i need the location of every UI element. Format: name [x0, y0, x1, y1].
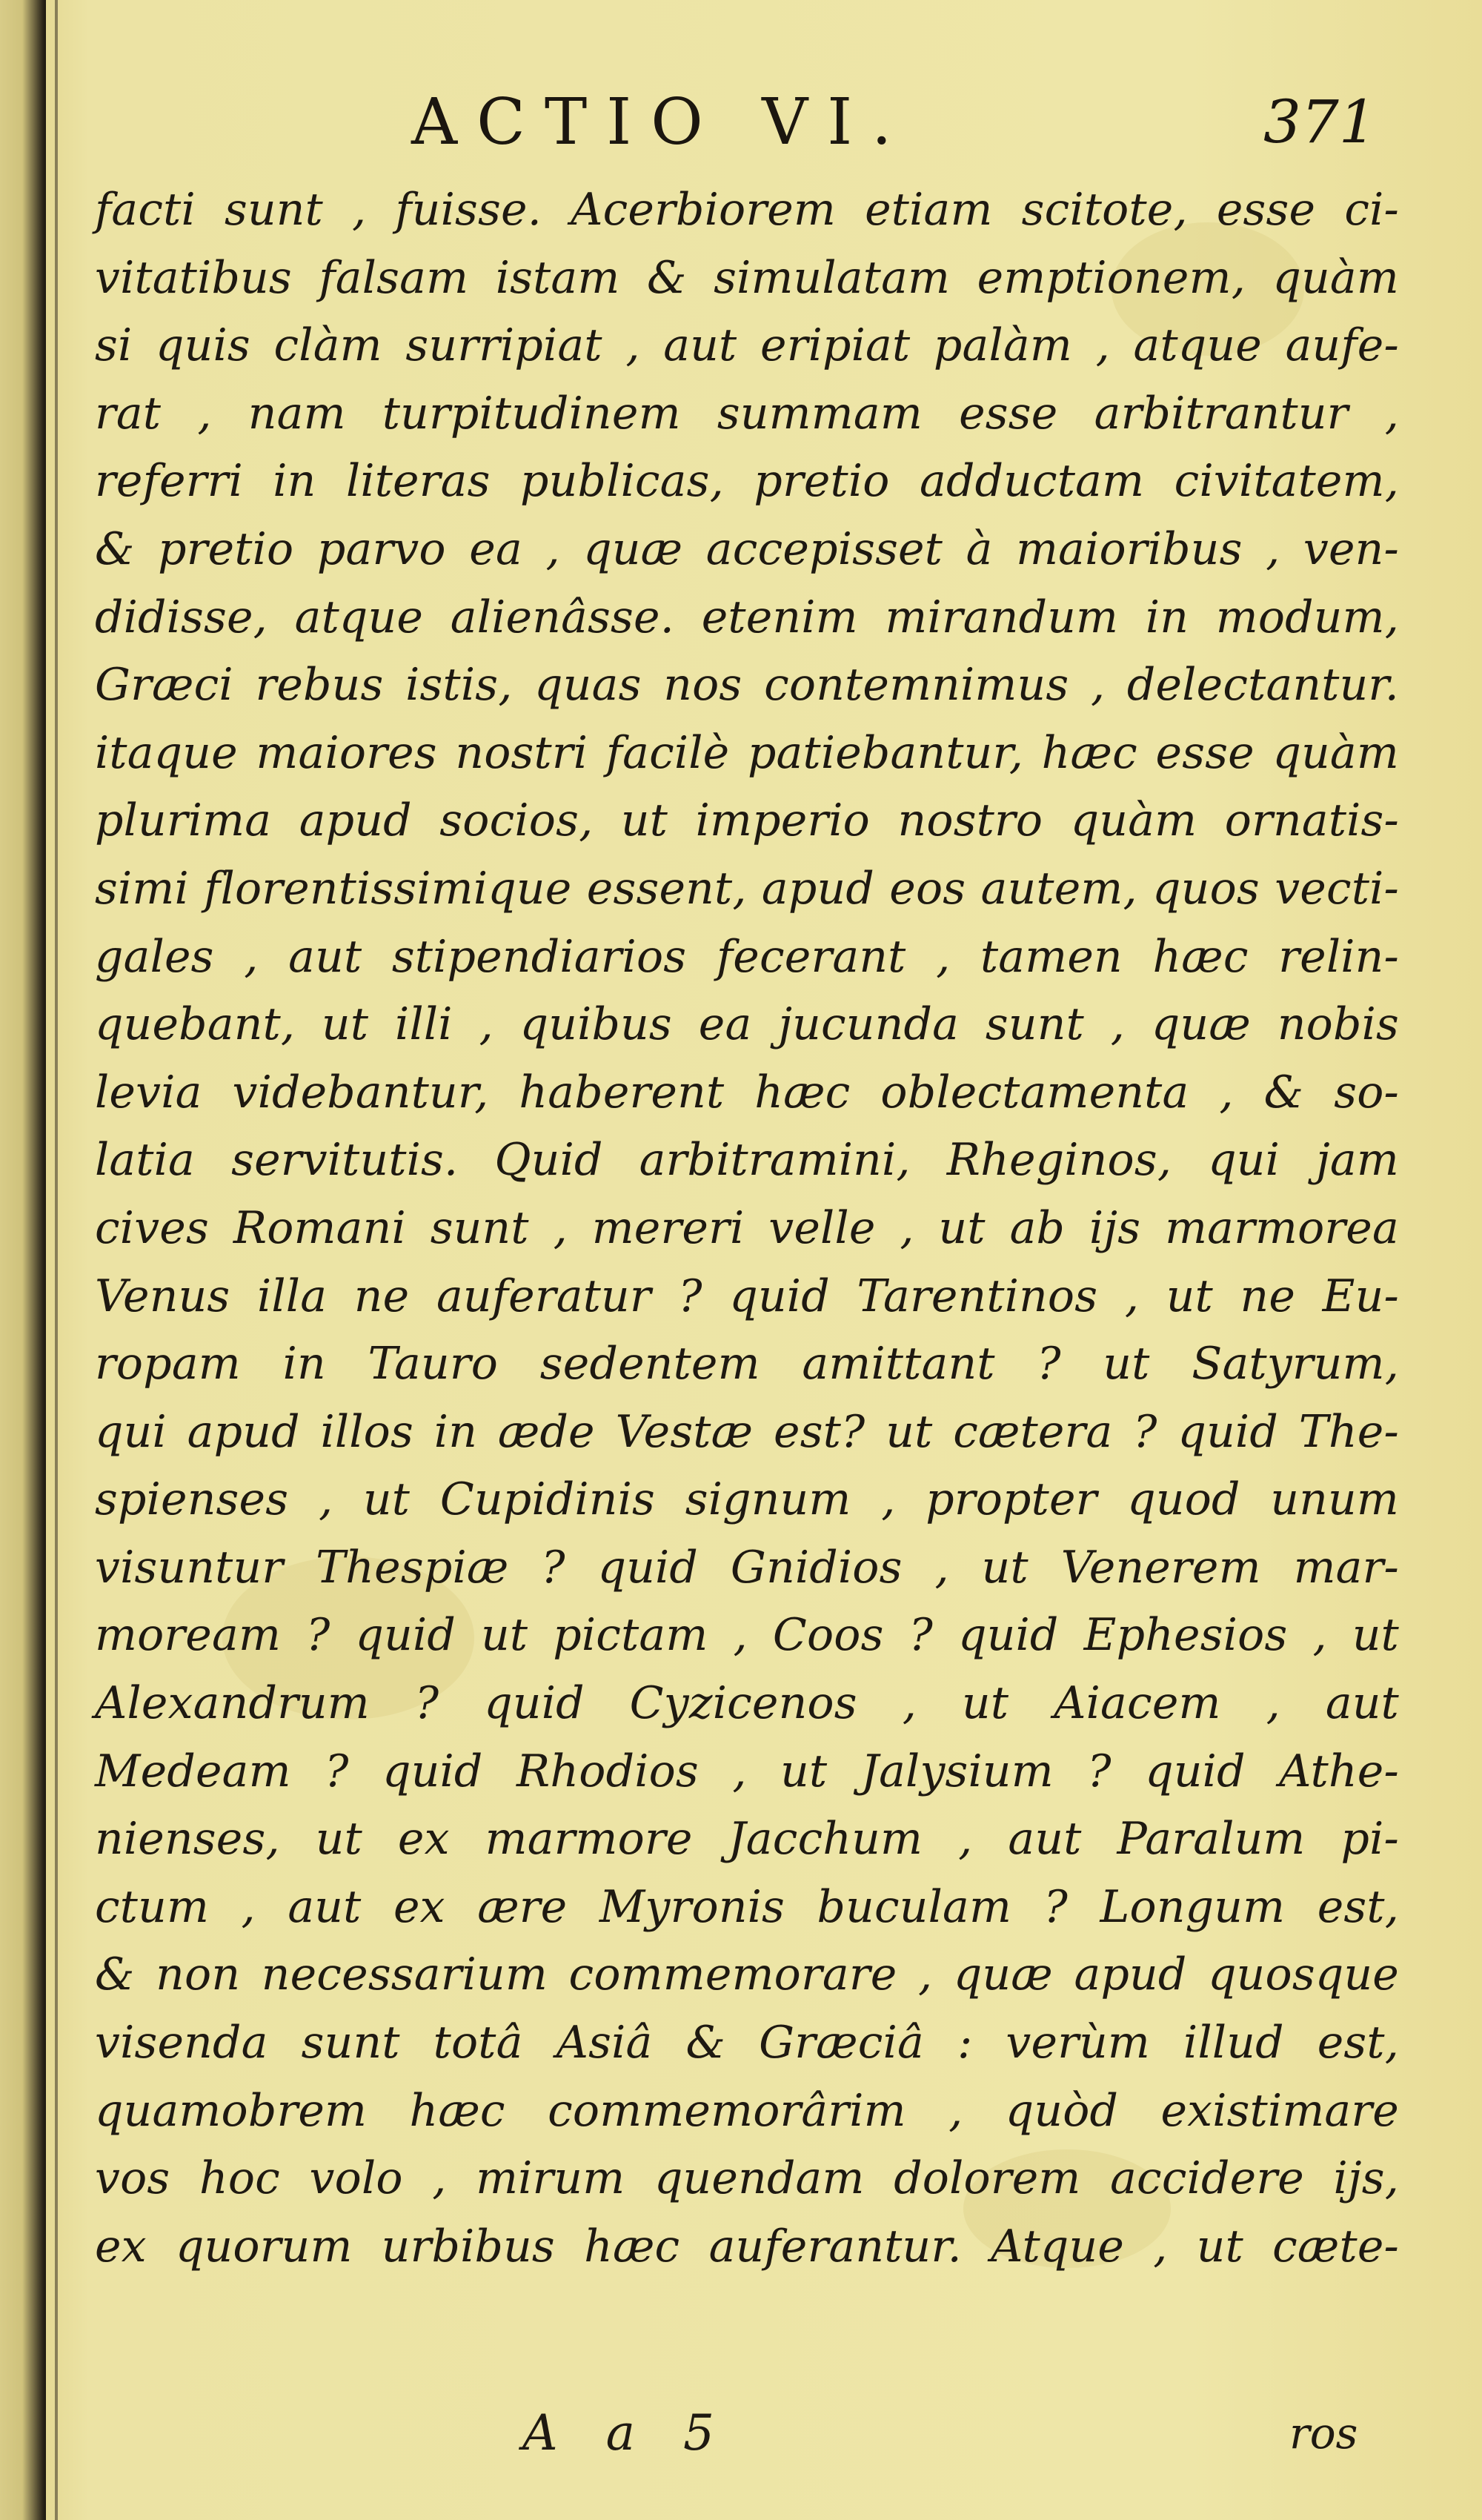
text-line: nienses, ut ex marmore Jacchum , aut Paralum pi- — [95, 1813, 1399, 1866]
body-text — [95, 176, 1399, 2281]
text-line: vitatibus falsam istam & simulatam emptionem, quàm — [95, 251, 1399, 304]
page-number: 371 — [1263, 87, 1377, 156]
text-line: latia servitutis. Quid arbitramini, Rheginos, qui jam — [95, 1134, 1399, 1187]
text-line: quamobrem hæc commemorârim , quòd existimare — [95, 2084, 1399, 2137]
text-line: ropam in Tauro sedentem amittant ? ut Satyrum, — [95, 1338, 1399, 1390]
text-line: vos hoc volo , mirum quendam dolorem accidere ijs, — [95, 2152, 1399, 2205]
text-line: levia videbantur, haberent hæc oblectamenta , & so- — [95, 1066, 1399, 1118]
text-line: & non necessarium commemorare , quæ apud quosque — [95, 1949, 1399, 2001]
text-line: plurima apud socios, ut imperio nostro quàm ornatis- — [95, 795, 1399, 847]
text-line: spienses , ut Cupidinis signum , propter quod unum — [95, 1473, 1399, 1526]
text-line: ex quorum urbibus hæc auferantur. Atque , ut cæte- — [95, 2220, 1399, 2272]
text-line: ctum , aut ex ære Myronis buculam ? Longum est, — [95, 1880, 1399, 1933]
text-line: rat , nam turpitudinem summam esse arbitrantur , — [95, 387, 1399, 440]
text-line: simi florentissimique essent, apud eos autem, quos vecti- — [95, 862, 1399, 915]
text-line: & pretio parvo ea , quæ accepisset à maioribus , ven- — [95, 523, 1399, 575]
text-line: cives Romani sunt , mereri velle , ut ab ijs marmorea — [95, 1201, 1399, 1254]
catchword: ros — [1289, 2408, 1358, 2458]
text-line: visuntur Thespiæ ? quid Gnidios , ut Venerem mar- — [95, 1541, 1399, 1594]
text-line: facti sunt , fuisse. Acerbiorem etiam scitote, esse ci- — [95, 184, 1399, 236]
book-gutter — [0, 0, 46, 2520]
text-line: quebant, ut illi , quibus ea jucunda sunt , quæ nobis — [95, 998, 1399, 1051]
text-line: referri in literas publicas, pretio adductam civitatem, — [95, 455, 1399, 508]
signature-mark: A a 5 — [522, 2404, 731, 2461]
text-line: Græci rebus istis, quas nos contemnimus , delectantur. — [95, 659, 1399, 712]
page-header — [0, 78, 1482, 167]
text-line: gales , aut stipendiarios fecerant , tamen hæc relin- — [95, 930, 1399, 983]
text-line: qui apud illos in æde Vestæ est? ut cætera ? quid The- — [95, 1405, 1399, 1458]
gutter-shadow — [55, 0, 58, 2520]
running-head: ACTIO VI. — [411, 85, 911, 159]
text-line: Venus illa ne auferatur ? quid Tarentinos , ut ne Eu- — [95, 1270, 1399, 1322]
text-line: si quis clàm surripiat , aut eripiat palàm , atque aufe- — [95, 319, 1399, 372]
text-line: Medeam ? quid Rhodios , ut Jalysium ? quid Athe- — [95, 1745, 1399, 1797]
text-line: itaque maiores nostri facilè patiebantur, hæc esse quàm — [95, 726, 1399, 779]
text-line: didisse, atque alienâsse. etenim mirandum in modum, — [95, 591, 1399, 643]
page-footer — [0, 2393, 1482, 2474]
text-line: visenda sunt totâ Asiâ & Græciâ : verùm illud est, — [95, 2017, 1399, 2069]
text-line: Alexandrum ? quid Cyzicenos , ut Aiacem , aut — [95, 1677, 1399, 1730]
text-line: moream ? quid ut pictam , Coos ? quid Ephesios , ut — [95, 1609, 1399, 1662]
